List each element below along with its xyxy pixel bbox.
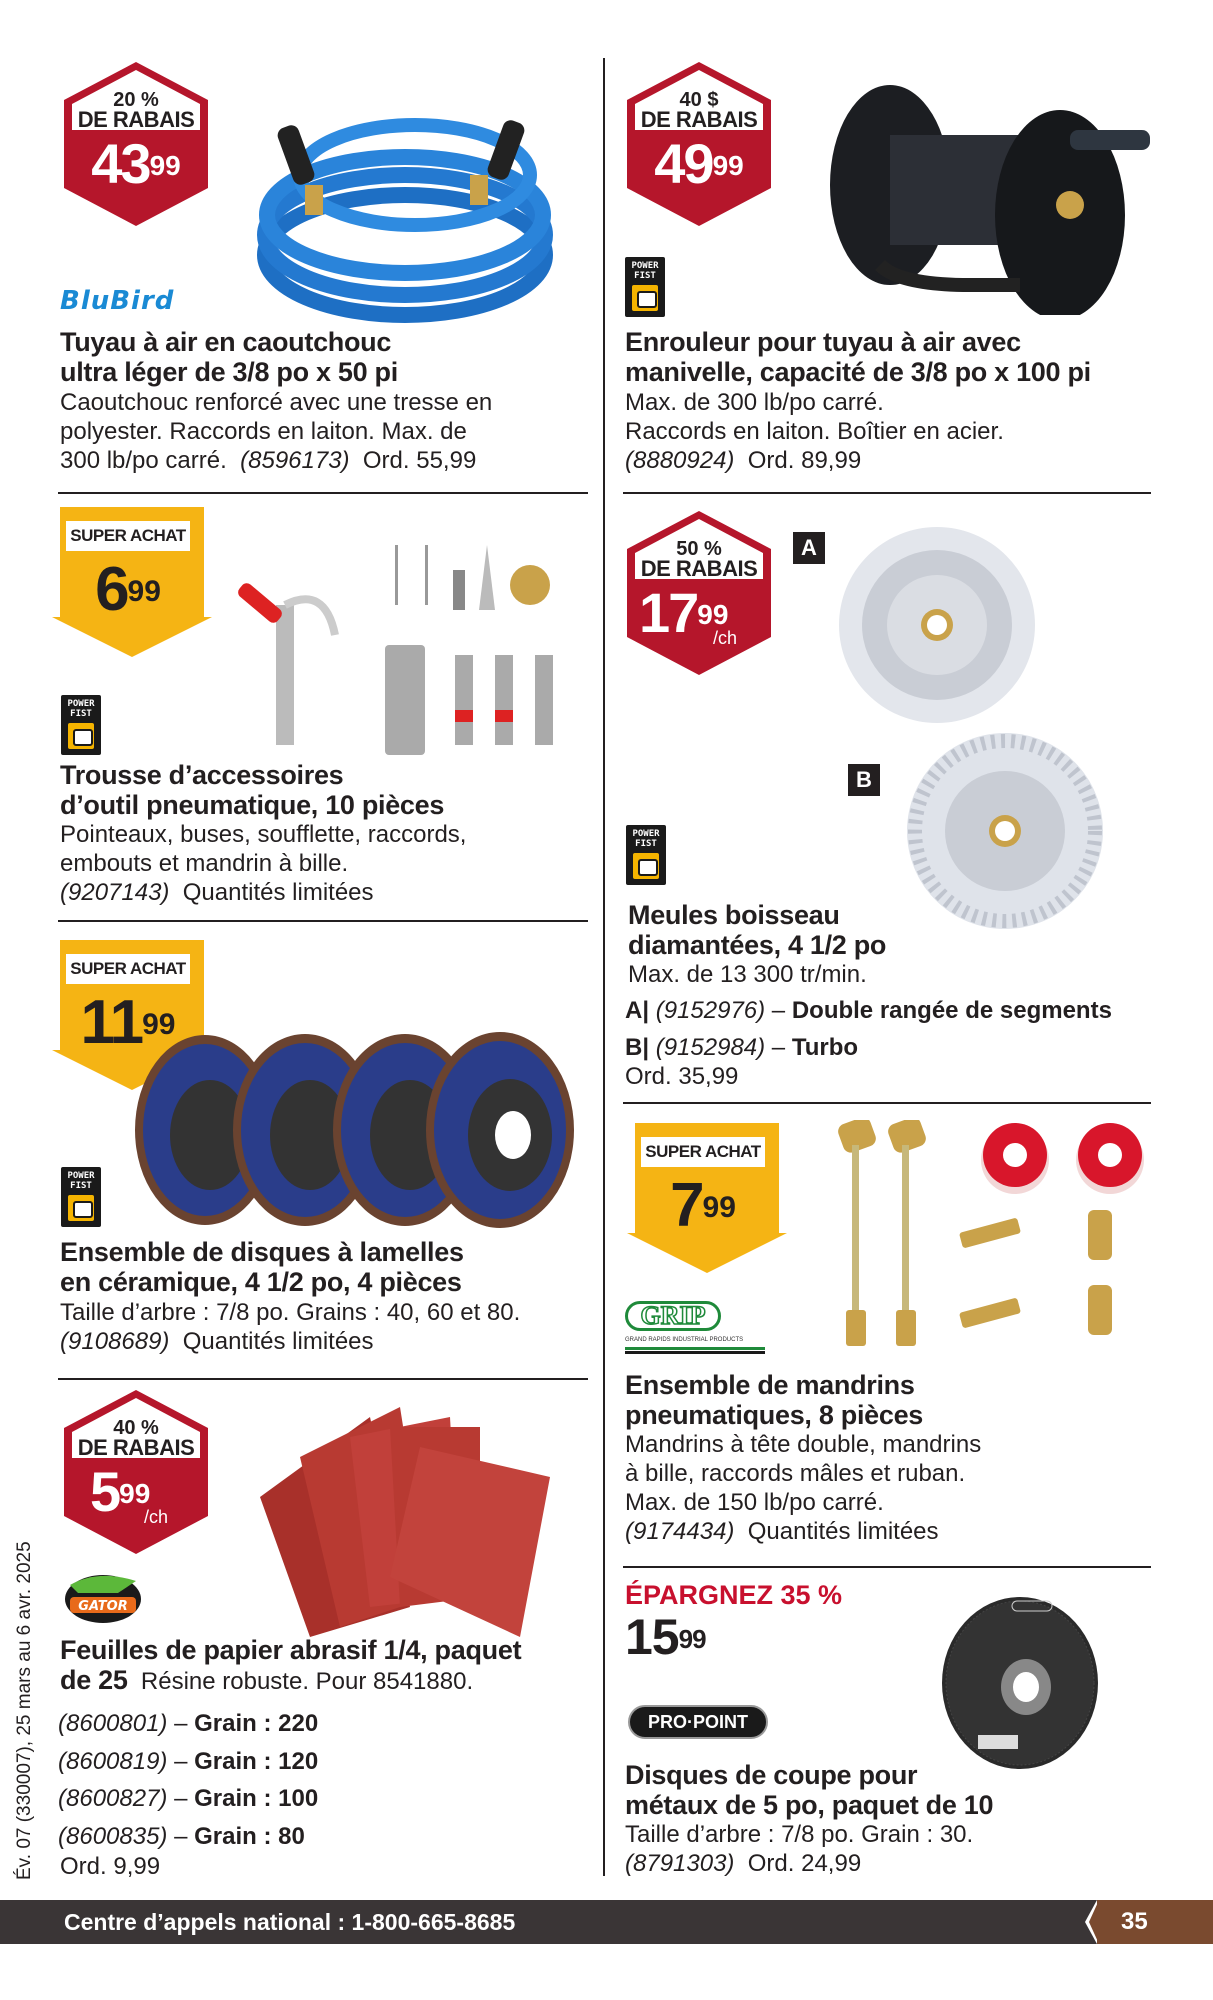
footer-bar: [0, 1900, 1213, 1944]
discount-badge: 40 $ DE RABAIS $49^{99}$: [625, 60, 773, 228]
super-buy-badge: SUPER ACHAT $6^{99}$: [52, 507, 212, 687]
product-description: Max. de 300 lb/po carré. Raccords en laiton. Boîtier en acier. (8880924) Ord. 89,99: [625, 389, 1004, 474]
brand-logo-blubird: BluBird: [60, 286, 175, 316]
product-description: Mandrins à tête double, mandrins à bille, raccords mâles et ruban. Max. de 150 lb/po carré. (9174434) Quantités limitées: [625, 1431, 982, 1545]
product-chuck-set[interactable]: [605, 1105, 1213, 1565]
savings-label: ÉPARGNEZ 35 %: [625, 1580, 843, 1610]
sale-price: $49^{99}$: [654, 132, 744, 195]
variant-list: [58, 1705, 318, 1855]
accessory-kit-image: [225, 545, 565, 755]
brand-logo-power-fist: POWER FIST: [61, 695, 101, 755]
product-title: Enrouleur pour tuyau à air avec manivelle, capacité de 3/8 po x 100 pi: [625, 327, 1091, 387]
product-cutoff-discs[interactable]: [605, 1570, 1213, 1890]
product-cup-wheels[interactable]: [605, 495, 1213, 1100]
brand-logo-grip: GRIP GRAND RAPIDS INDUSTRIAL PRODUCTS: [625, 1301, 775, 1357]
variant-a: A| (9152976) – Double rangée de segments: [625, 997, 1112, 1024]
hose-reel-image: [820, 75, 1150, 315]
sku: (8880924): [625, 447, 735, 474]
brand-logo-pro-point: PRO·POINT: [628, 1705, 768, 1739]
sku: (8596173): [240, 447, 350, 474]
sku: (8791303): [625, 1850, 735, 1877]
product-flap-discs[interactable]: [0, 925, 603, 1375]
sale-price: $43^{99}$: [91, 132, 181, 195]
brand-logo-gator: [58, 1567, 148, 1627]
discount-badge: 50 % DE RABAIS $17^{99}$ /ch: [625, 509, 773, 677]
variant-row: (8600801) – Grain : 220: [58, 1710, 319, 1737]
super-buy-badge: SUPER ACHAT $11^{99}$: [52, 940, 212, 1120]
air-hose-image: [255, 95, 555, 325]
divider: [623, 492, 1151, 494]
flap-discs-image: [135, 1030, 575, 1230]
regular-price: Ord. 55,99: [362, 447, 477, 474]
product-title: Tuyau à air en caoutchouc ultra léger de 3/8 po x 50 pi: [60, 327, 398, 387]
product-title: Meules boisseau diamantées, 4 1/2 po: [628, 900, 887, 960]
divider: [623, 1566, 1151, 1568]
cutoff-disc-image: [940, 1595, 1100, 1770]
variant-row: (8600819) – Grain : 120: [58, 1747, 319, 1775]
regular-price: Ord. 9,99: [60, 1853, 161, 1880]
product-description: Pointeaux, buses, soufflette, raccords, embouts et mandrin à bille. (9207143) Quantités limitées: [60, 821, 467, 906]
divider: [58, 920, 588, 922]
product-description: Taille d’arbre : 7/8 po. Grains : 40, 60 et 80. (9108689) Quantités limitées: [60, 1299, 521, 1355]
page-number: 35: [1121, 1908, 1148, 1935]
sku: (9174434): [625, 1518, 735, 1545]
call-center-phone[interactable]: Centre d’appels national : 1-800-665-8685: [64, 1909, 516, 1935]
cup-wheel-a-image: [837, 525, 1037, 725]
sandpaper-image: [250, 1397, 580, 1637]
variant-b: B| (9152984) – Turbo: [625, 1034, 859, 1061]
sale-price: $7^{99}$: [670, 1171, 736, 1240]
regular-price: Ord. 89,99: [747, 447, 862, 474]
product-description: Caoutchouc renforcé avec une tresse en polyester. Raccords en laiton. Max. de 300 lb/po carré. (8596173) Ord. 55,99: [60, 389, 493, 474]
sale-price: $17^{99}$: [639, 581, 729, 644]
divider: [58, 492, 588, 494]
sku: (9108689): [60, 1328, 170, 1355]
brand-logo-power-fist: POWER FIST: [61, 1167, 101, 1227]
sale-price: $5^{99}$: [90, 1460, 151, 1523]
edition-note: Év. 07 (330007), 25 mars au 6 avr. 2025: [14, 1541, 35, 1880]
regular-price: Quantités limitées: [182, 879, 374, 906]
sale-price: $15^{99}$: [625, 1609, 706, 1665]
discount-badge: 20 % DE RABAIS $43^{99}$: [62, 60, 210, 228]
variant-tag-b: B: [848, 764, 880, 796]
variant-row: (8600835) – Grain : 80: [58, 1822, 305, 1850]
brand-logo-power-fist: POWER FIST: [625, 257, 665, 317]
variant-tag-a: A: [793, 532, 825, 564]
product-accessory-kit[interactable]: [0, 495, 603, 915]
discount-badge: 40 % DE RABAIS $5^{99}$ /ch: [62, 1388, 210, 1556]
regular-price: Quantités limitées: [182, 1328, 374, 1355]
product-hose-reel[interactable]: [605, 0, 1213, 495]
cup-wheel-b-image: [905, 731, 1105, 931]
product-air-hose[interactable]: [0, 0, 603, 495]
sale-price: $11^{99}$: [80, 988, 176, 1057]
product-title: Trousse d’accessoires d’outil pneumatique, 10 pièces: [60, 760, 445, 820]
product-description: de 25 Résine robuste. Pour 8541880.: [60, 1665, 474, 1695]
divider: [623, 1102, 1151, 1104]
regular-price: Ord. 24,99: [747, 1850, 862, 1877]
regular-price: Quantités limitées: [747, 1518, 939, 1545]
product-sandpaper[interactable]: [0, 1382, 603, 1882]
sale-price: $6^{99}$: [95, 555, 161, 624]
product-title: Disques de coupe pour métaux de 5 po, paquet de 10: [625, 1760, 994, 1820]
sku: (9207143): [60, 879, 170, 906]
svg-text:GATOR: GATOR: [78, 1599, 128, 1614]
product-title: Ensemble de disques à lamelles en céramique, 4 1/2 po, 4 pièces: [60, 1237, 464, 1297]
variant-row: (8600827) – Grain : 100: [58, 1785, 319, 1812]
regular-price: Ord. 35,99: [625, 1063, 739, 1090]
product-title: Feuilles de papier abrasif 1/4, paquet: [60, 1635, 522, 1665]
divider: [58, 1378, 588, 1380]
page-number-tab: [1097, 1900, 1213, 1944]
chuck-set-image: [820, 1120, 1180, 1350]
super-buy-badge: SUPER ACHAT $7^{99}$: [627, 1123, 787, 1303]
product-title: Ensemble de mandrins pneumatiques, 8 pièces: [625, 1370, 924, 1430]
product-description: Taille d’arbre : 7/8 po. Grain : 30. (8791303) Ord. 24,99: [625, 1821, 974, 1877]
product-description: Max. de 13 300 tr/min.: [628, 961, 867, 988]
brand-logo-power-fist: POWER FIST: [626, 825, 666, 885]
